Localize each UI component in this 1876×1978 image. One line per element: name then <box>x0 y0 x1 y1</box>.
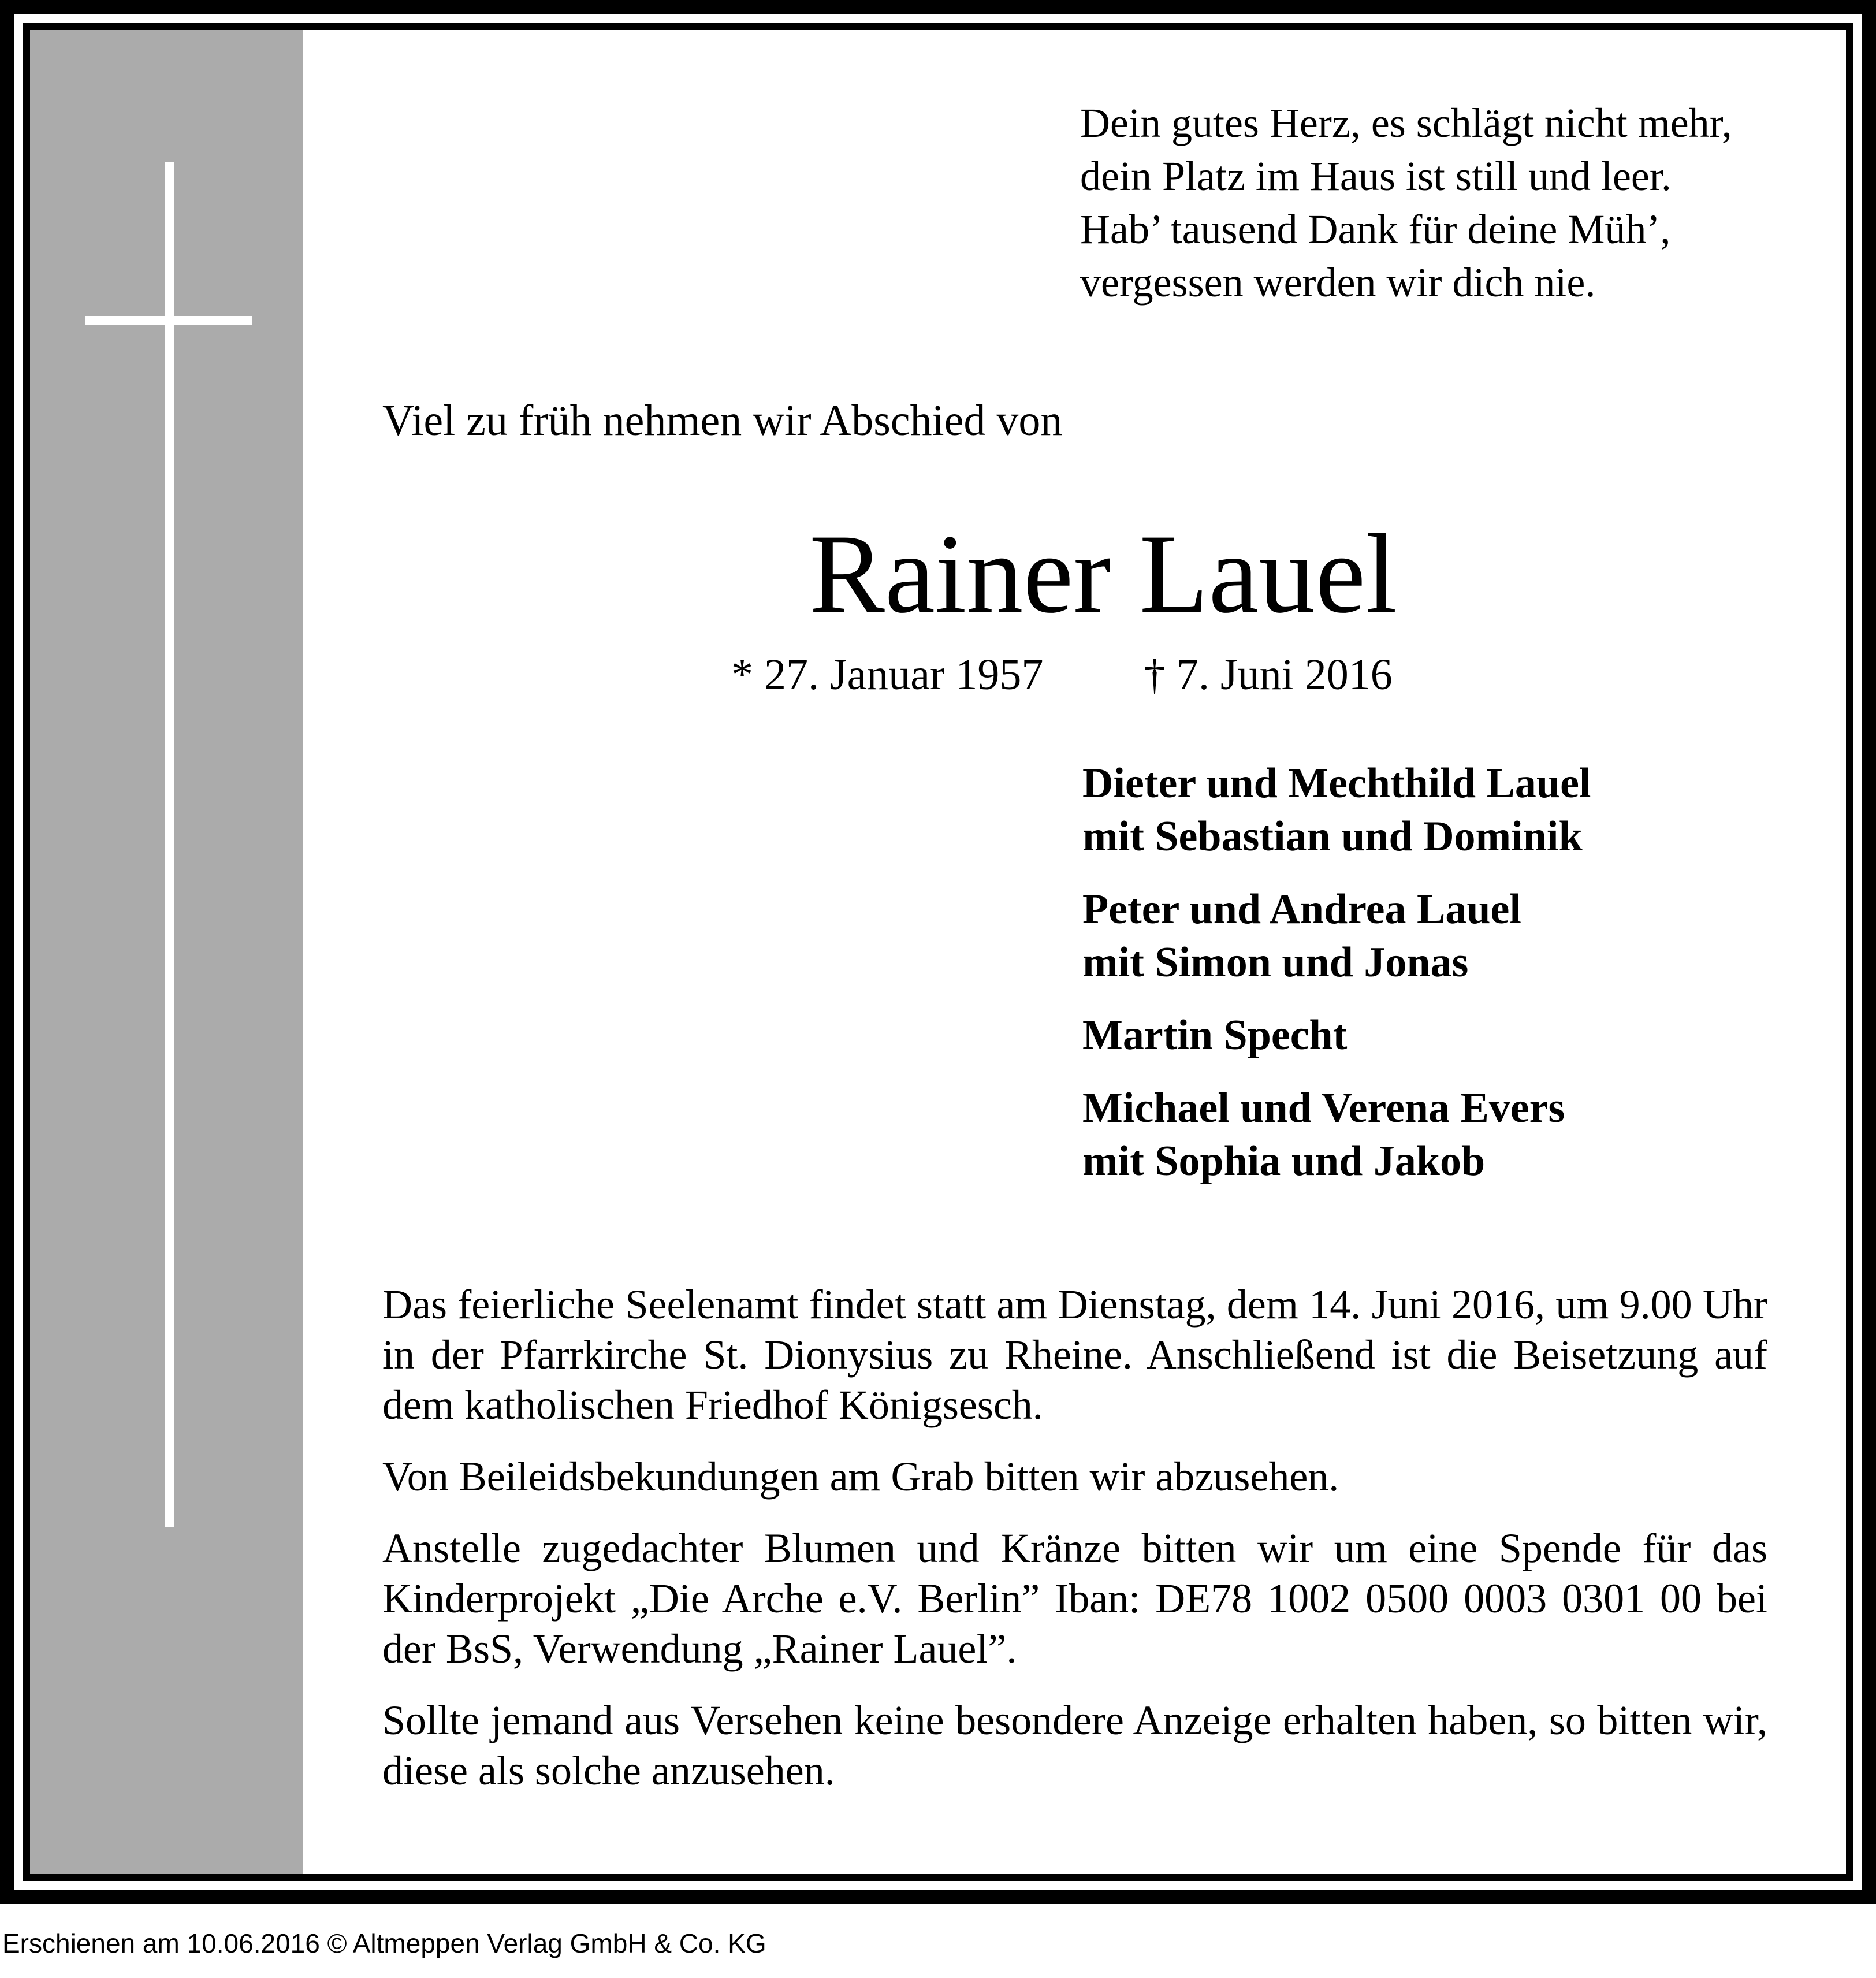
service-details <box>382 1280 1767 1817</box>
obituary-notice <box>30 30 1846 1874</box>
verse-line: Dein gutes Herz, es schlägt nicht mehr, <box>1080 100 1732 146</box>
mourner-group <box>1082 757 1591 863</box>
mourner-line: Martin Specht <box>1082 1012 1348 1059</box>
memorial-verse <box>1080 96 1732 309</box>
verse-line: Hab’ tausend Dank für deine Müh’, <box>1080 206 1671 252</box>
mourner-group <box>1082 883 1591 989</box>
mourner-line: mit Sebastian und Dominik <box>1082 813 1583 860</box>
birth-date: * 27. Januar 1957 <box>731 650 1044 699</box>
verse-line: dein Platz im Haus ist still und leer. <box>1080 153 1672 199</box>
mourner-line: Michael und Verena Evers <box>1082 1084 1565 1132</box>
mourner-line: mit Simon und Jonas <box>1082 939 1469 986</box>
death-date: † 7. Juni 2016 <box>1144 650 1393 699</box>
cross-icon <box>165 162 174 1527</box>
side-strip <box>30 30 303 1874</box>
service-paragraph: Das feierliche Seelenamt findet statt am Dienstag, dem 14. Juni 2016, um 9.00 Uhr in der Pfarrkirche St. Dionysius zu Rheine. Anschließend ist die Beisetzung auf dem katholischen Friedhof Königsesch. <box>382 1281 1767 1428</box>
mourner-line: Peter und Andrea Lauel <box>1082 886 1521 933</box>
mourner-line: Dieter und Mechthild Lauel <box>1082 760 1591 807</box>
deceased-name: Rainer Lauel <box>809 511 1397 637</box>
notice-paragraph: Sollte jemand aus Versehen keine besondere Anzeige erhalten haben, so bitten wir, diese als solche anzusehen. <box>382 1697 1767 1794</box>
mourner-group <box>1082 1081 1591 1188</box>
verse-line: vergessen werden wir dich nie. <box>1080 259 1596 306</box>
intro-text: Viel zu früh nehmen wir Abschied von <box>382 396 1063 445</box>
cross-icon-bar <box>85 316 252 325</box>
donation-paragraph: Anstelle zugedachter Blumen und Kränze bitten wir um eine Spende für das Kinderprojekt „Die Arche e.V. Berlin” Iban: DE78 1002 0500 0003 0301 00 bei der BsS, Verwendung „Rainer Lauel”. <box>382 1525 1767 1672</box>
publication-footer: Erschienen am 10.06.2016 © Altmeppen Verlag GmbH & Co. KG <box>2 1928 766 1958</box>
condolences-paragraph: Von Beileidsbekundungen am Grab bitten wir abzusehen. <box>382 1453 1339 1500</box>
mourner-group <box>1082 1009 1591 1062</box>
mourner-line: mit Sophia und Jakob <box>1082 1137 1486 1185</box>
mourners-list <box>1082 757 1591 1207</box>
